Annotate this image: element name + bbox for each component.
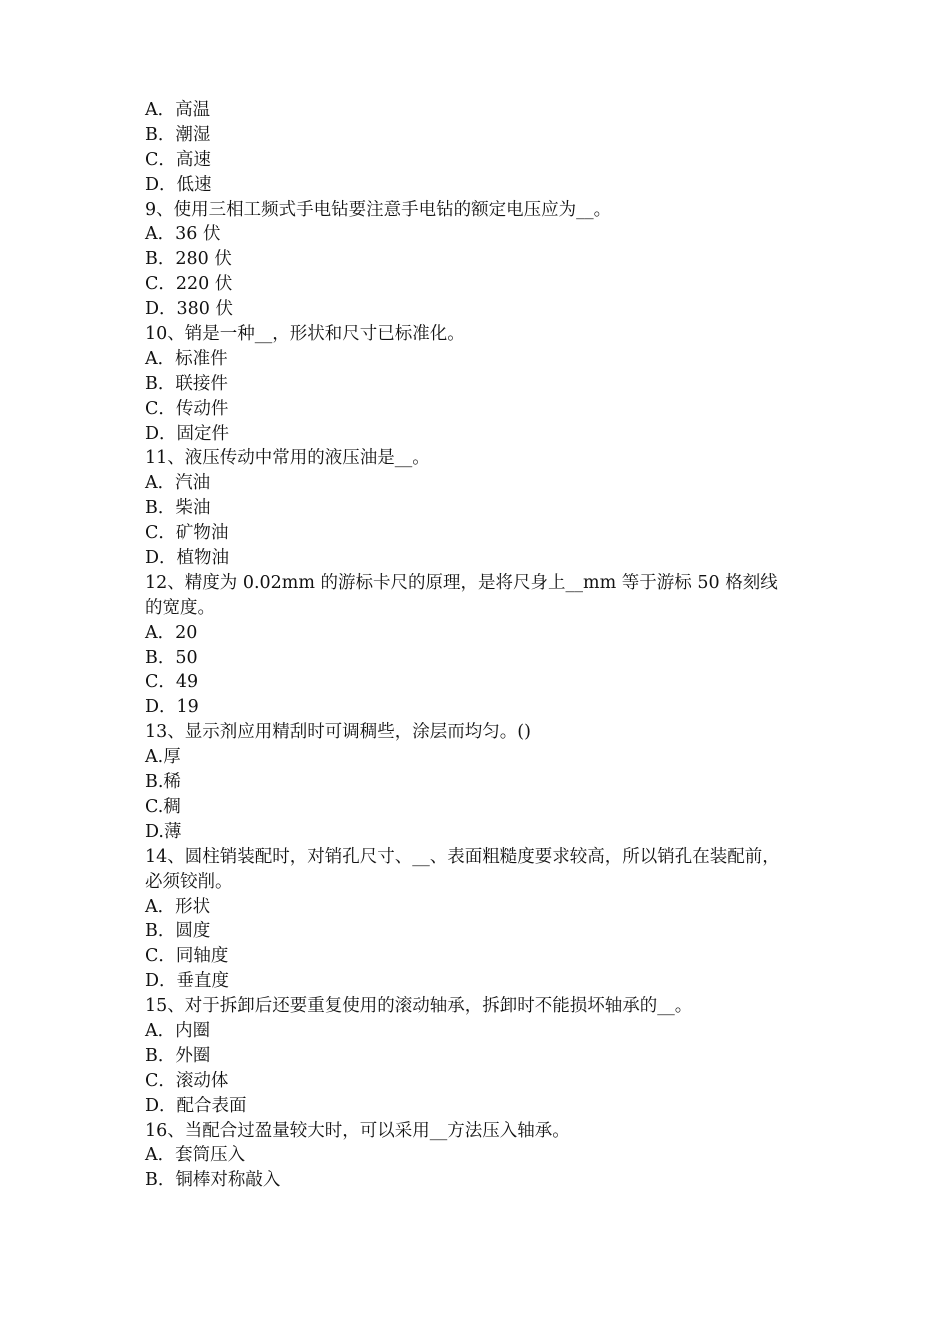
text-line: A．形状: [145, 896, 211, 917]
text-line: B.稀: [145, 772, 181, 793]
text-line: 13、显示剂应用精刮时可调稠些，涂层而均匀。(): [145, 722, 531, 743]
text-line: B．50: [145, 647, 198, 668]
text-line: D.薄: [145, 821, 182, 842]
text-line: C．高速: [145, 149, 211, 170]
text-line: B．铜棒对称敲入: [145, 1170, 281, 1191]
text-line: D．19: [145, 697, 199, 718]
text-line: A．汽油: [145, 473, 211, 494]
text-line: B．280 伏: [145, 249, 232, 270]
text-line: 15、对于拆卸后还要重复使用的滚动轴承，拆卸时不能损坏轴承的__。: [145, 996, 693, 1017]
text-line: C．矿物油: [145, 523, 229, 544]
text-line: A．套筒压入: [145, 1145, 246, 1166]
text-line: C．滚动体: [145, 1070, 229, 1091]
text-line: C．同轴度: [145, 946, 229, 967]
text-line: A．20: [145, 622, 198, 643]
text-line: C．49: [145, 672, 199, 693]
text-line: A．36 伏: [145, 224, 221, 245]
text-line: A．高温: [145, 100, 211, 120]
text-line: D．植物油: [145, 548, 230, 569]
text-line: D．低速: [145, 174, 212, 195]
text-line: B．联接件: [145, 373, 228, 394]
text-line: 的宽度。: [145, 597, 215, 618]
text-line: B．外圈: [145, 1045, 211, 1066]
text-line: C．220 伏: [145, 274, 233, 295]
text-line: 14、圆柱销装配时，对销孔尺寸、__、表面粗糙度要求较高，所以销孔在装配前，: [145, 846, 780, 867]
text-line: A．内圈: [145, 1020, 211, 1041]
text-line: 12、精度为 0.02mm 的游标卡尺的原理，是将尺身上__mm 等于游标 50 格刻线: [145, 572, 778, 593]
text-line: A．标准件: [145, 348, 228, 369]
text-line: 9、使用三相工频式手电钻要注意手电钻的额定电压应为__。: [145, 199, 612, 220]
text-line: D．380 伏: [145, 299, 233, 320]
text-line: B．圆度: [145, 921, 211, 942]
text-line: C.稠: [145, 796, 181, 817]
text-line: D．配合表面: [145, 1095, 247, 1116]
text-line: 16、当配合过盈量较大时，可以采用__方法压入轴承。: [145, 1120, 570, 1141]
text-line: A.厚: [145, 747, 181, 768]
text-line: 11、液压传动中常用的液压油是__。: [145, 448, 430, 469]
text-line: D．垂直度: [145, 971, 230, 992]
text-line: B．柴油: [145, 498, 211, 519]
text-line: B．潮湿: [145, 124, 211, 145]
text-line: 必须铰削。: [145, 871, 233, 892]
text-line: C．传动件: [145, 398, 229, 419]
text-line: D．固定件: [145, 423, 230, 444]
text-line: 10、销是一种__，形状和尺寸已标准化。: [145, 324, 465, 345]
question-list: [145, 98, 815, 1193]
